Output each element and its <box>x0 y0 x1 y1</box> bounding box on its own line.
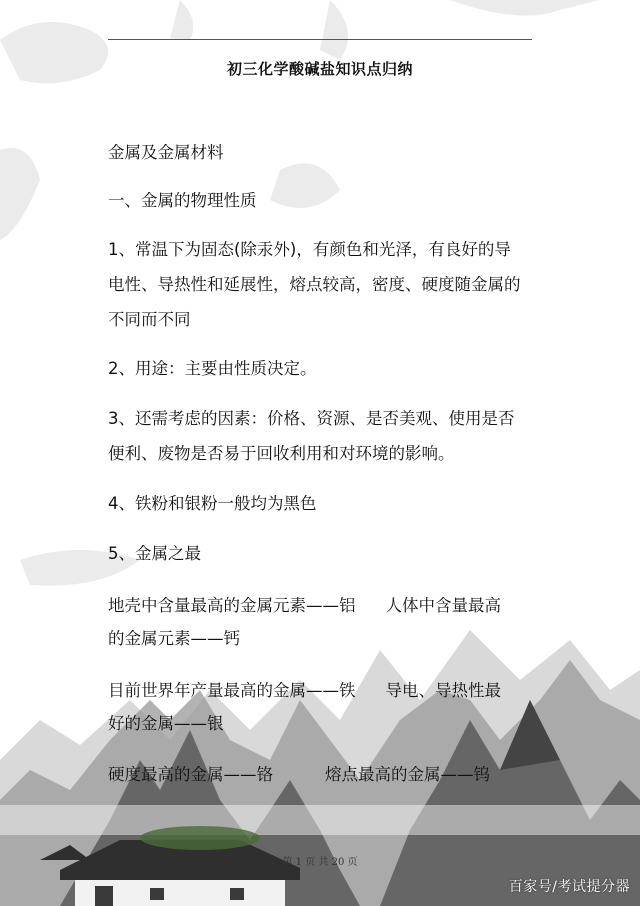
paragraph-line: 不同而不同 <box>108 310 191 329</box>
record-line <box>108 674 538 707</box>
record-right: 熔点最高的金属——钨 <box>325 765 490 784</box>
header-rule <box>108 39 532 40</box>
record-left: 好的金属——银 <box>108 714 224 733</box>
record-line <box>108 758 538 791</box>
page-number: 第 1 页 共 20 页 <box>282 857 358 868</box>
paragraph-line: 电性、导热性和延展性，熔点较高，密度、硬度随金属的 <box>108 275 521 294</box>
record-line <box>108 622 538 655</box>
record-left: 地壳中含量最高的金属元素——铝 <box>108 596 356 615</box>
paragraph-line: 1、常温下为固态(除汞外)，有颜色和光泽，有良好的导 <box>108 240 511 259</box>
paragraph-line: 3、还需考虑的因素：价格、资源、是否美观、使用是否 <box>108 409 515 428</box>
record-left: 目前世界年产量最高的金属——铁 <box>108 681 356 700</box>
paragraph-line: 便利、废物是否易于回收利用和对环境的影响。 <box>108 444 455 463</box>
record-line <box>108 707 538 740</box>
record-line <box>108 589 538 622</box>
paragraph-line: 4、铁粉和银粉一般均为黑色 <box>108 494 317 513</box>
subsection-heading: 一、金属的物理性质 <box>108 191 257 210</box>
record-right: 人体中含量最高 <box>385 596 501 615</box>
record-left: 硬度最高的金属——铬 <box>108 765 273 784</box>
section-heading: 金属及金属材料 <box>108 143 224 162</box>
document-title: 初三化学酸碱盐知识点归纳 <box>226 60 413 78</box>
record-left: 的金属元素——钙 <box>108 629 240 648</box>
paragraph-line: 5、金属之最 <box>108 544 201 563</box>
paragraph-line: 2、用途：主要由性质决定。 <box>108 359 317 378</box>
record-right: 导电、导热性最 <box>385 681 501 700</box>
source-watermark: 百家号/考试提分器 <box>508 879 630 895</box>
